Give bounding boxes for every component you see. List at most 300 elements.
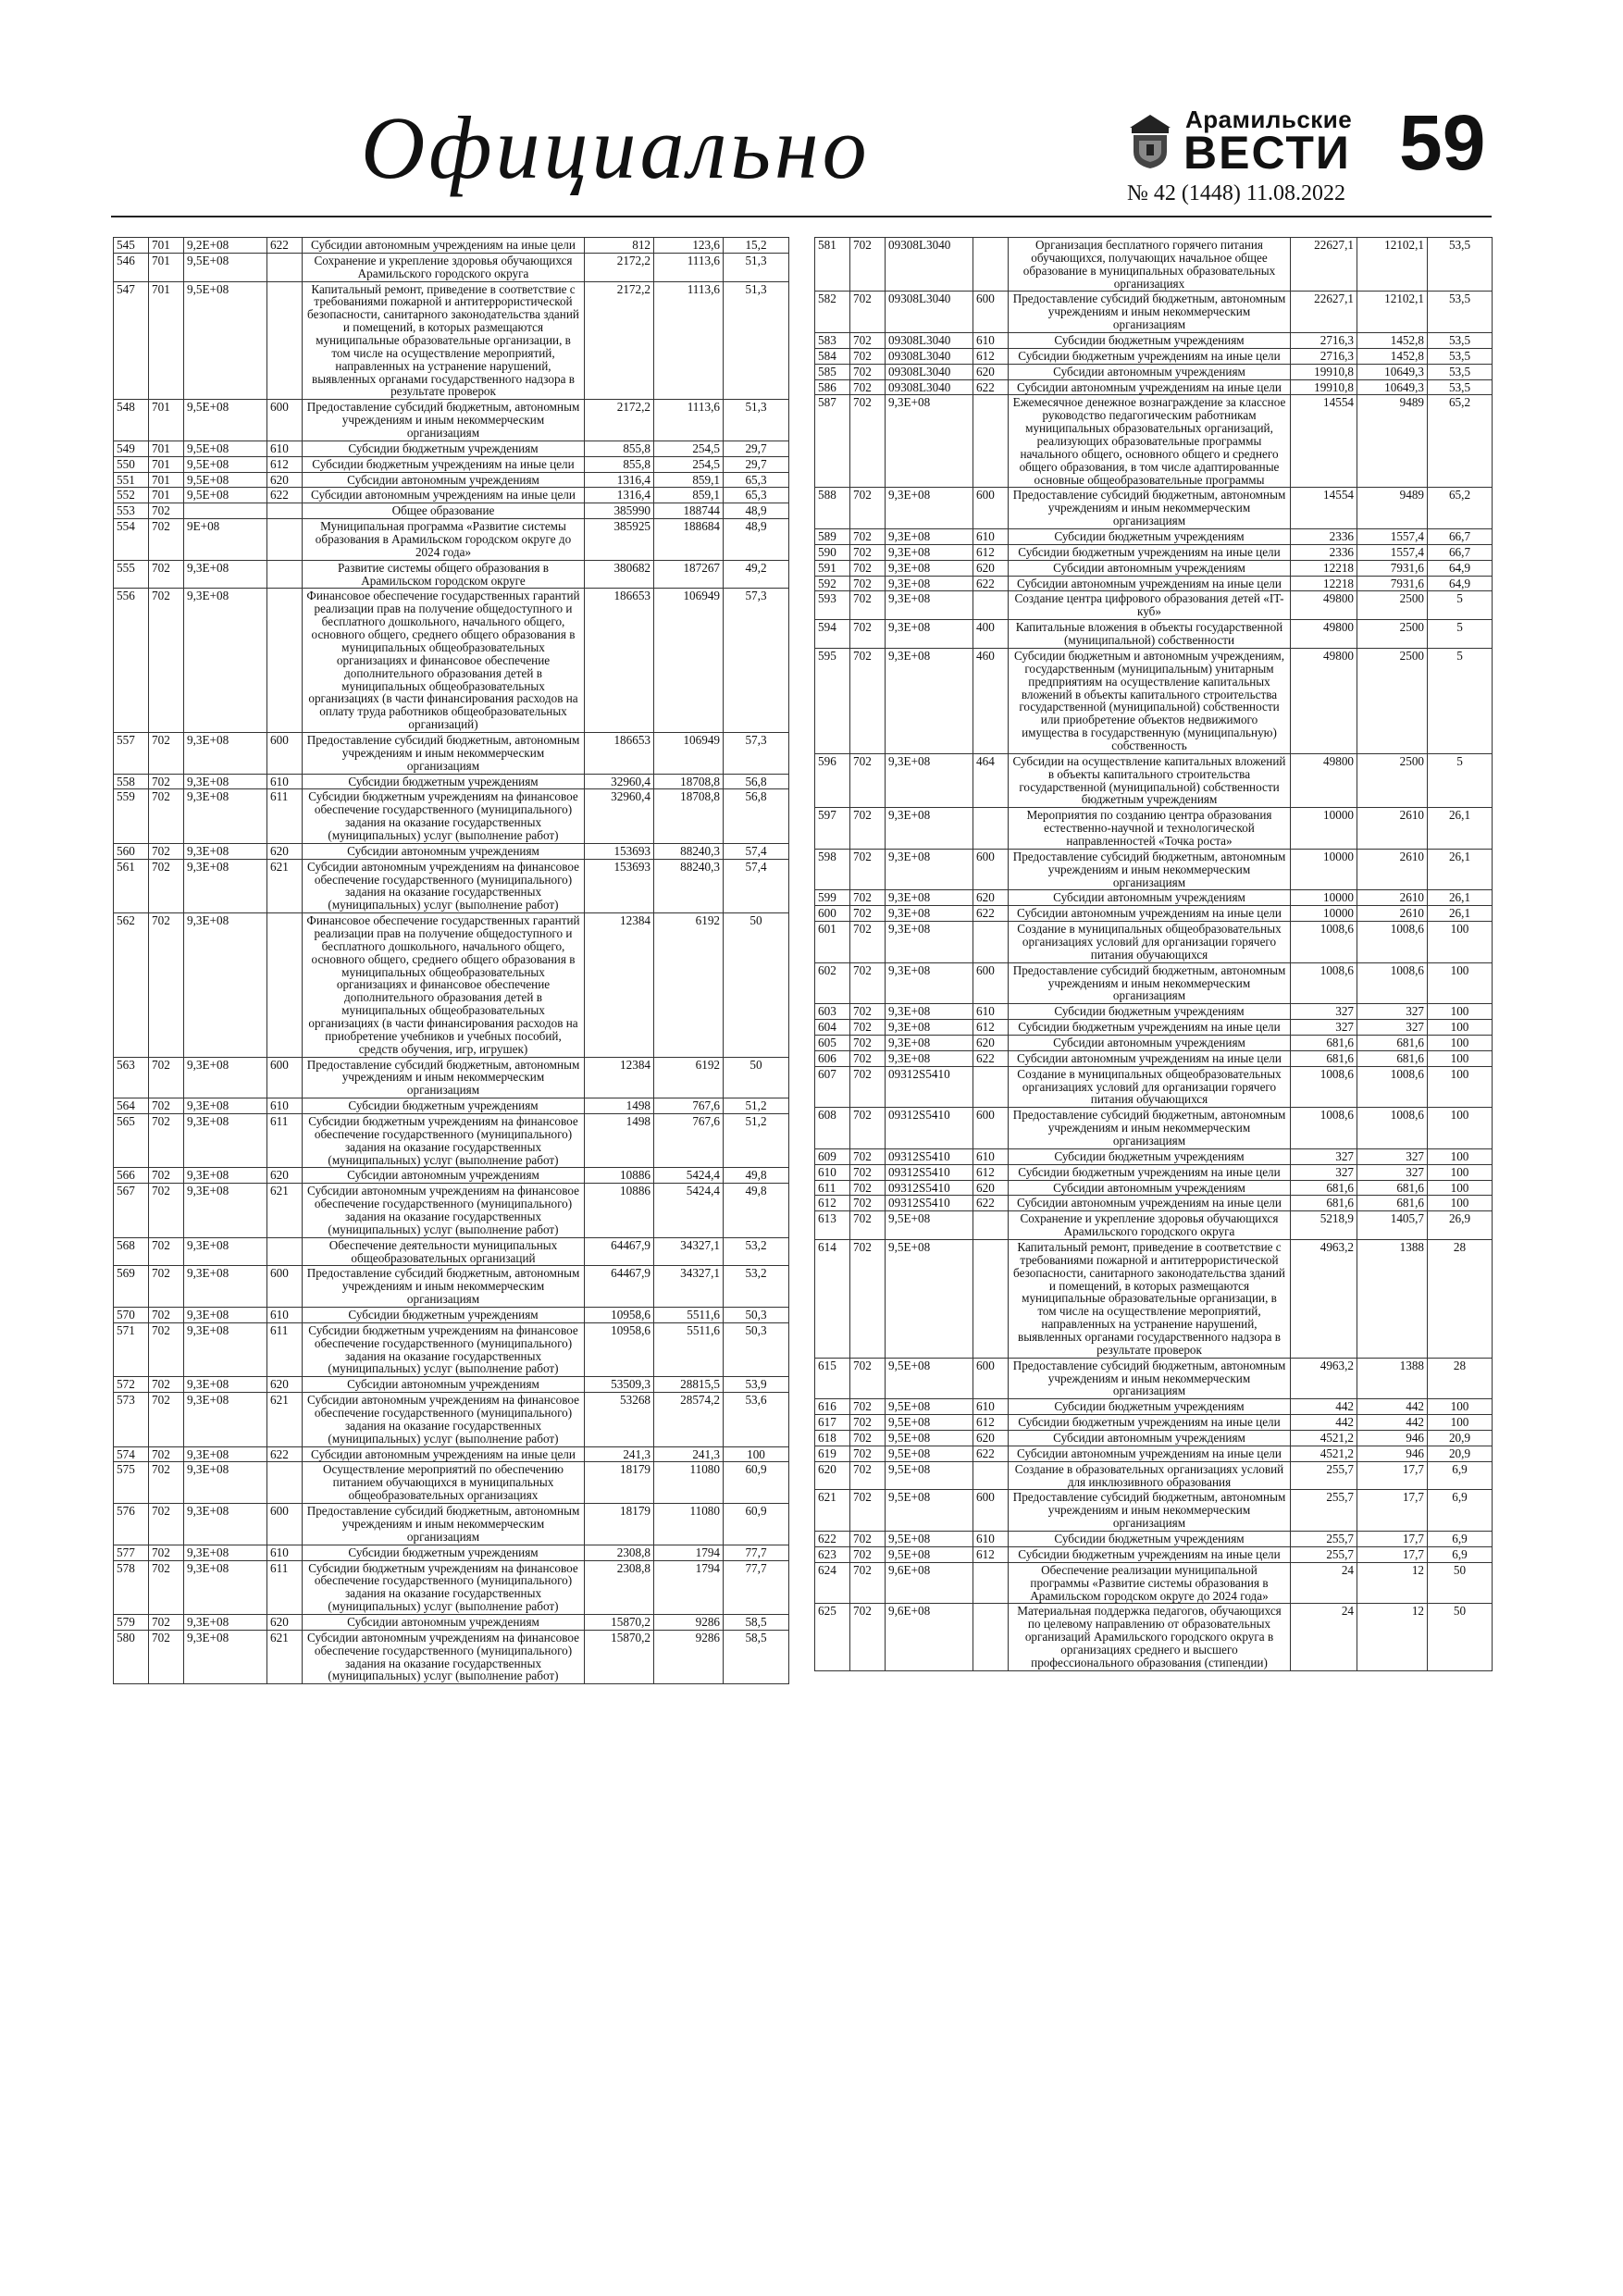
cell-target-code: 9,5E+08 <box>886 1532 973 1547</box>
issue-info: № 42 (1448) 11.08.2022 <box>1127 181 1345 205</box>
table-row <box>815 1546 1493 1562</box>
cell-expense-type: 622 <box>973 1446 1009 1461</box>
cell-actual-value: 12102,1 <box>1357 292 1428 333</box>
table-row <box>114 1237 789 1266</box>
cell-expense-type: 600 <box>973 1108 1009 1149</box>
cell-item-name: Субсидии автономным учреждениям на иные цели <box>303 238 585 254</box>
cell-section-code: 702 <box>850 1532 886 1547</box>
table-row <box>114 1098 789 1114</box>
cell-item-name: Предоставление субсидий бюджетным, автономным учреждениям и иным некоммерческим организациям <box>303 1504 585 1545</box>
cell-item-name: Субсидии автономным учреждениям на финансовое обеспечение государственного (муниципального) задания на оказание государственных (муниципальных) услуг (выполнение работ) <box>303 1630 585 1683</box>
cell-actual-value: 9489 <box>1357 395 1428 488</box>
cell-section-code: 702 <box>149 1545 184 1560</box>
cell-section-code: 702 <box>850 1415 886 1431</box>
cell-row-number: 579 <box>114 1614 149 1630</box>
cell-expense-type: 610 <box>973 529 1009 545</box>
cell-percent: 49,8 <box>724 1168 789 1184</box>
cell-target-code: 9,3E+08 <box>184 732 267 774</box>
cell-plan-value: 4963,2 <box>1291 1240 1357 1359</box>
cell-section-code: 702 <box>850 808 886 850</box>
cell-item-name: Капитальные вложения в объекты государственной (муниципальной) собственности <box>1009 620 1291 649</box>
cell-row-number: 601 <box>815 922 850 963</box>
cell-item-name: Субсидии бюджетным учреждениям <box>303 774 585 789</box>
cell-actual-value: 187267 <box>654 560 724 589</box>
cell-percent: 48,9 <box>724 503 789 519</box>
cell-row-number: 552 <box>114 488 149 503</box>
cell-actual-value: 106949 <box>654 589 724 732</box>
cell-row-number: 555 <box>114 560 149 589</box>
cell-target-code: 09312S5410 <box>886 1148 973 1164</box>
table-row <box>815 544 1493 560</box>
cell-actual-value: 1113,6 <box>654 400 724 441</box>
cell-section-code: 702 <box>850 648 886 753</box>
cell-target-code: 9,5E+08 <box>886 1546 973 1562</box>
cell-actual-value: 9489 <box>1357 488 1428 529</box>
cell-actual-value: 5511,6 <box>654 1322 724 1376</box>
cell-target-code: 9,3E+08 <box>886 1050 973 1066</box>
cell-percent: 65,3 <box>724 488 789 503</box>
cell-target-code: 9,3E+08 <box>184 1184 267 1237</box>
cell-actual-value: 254,5 <box>654 456 724 472</box>
cell-section-code: 702 <box>149 1322 184 1376</box>
cell-expense-type: 622 <box>973 1196 1009 1211</box>
cell-expense-type: 620 <box>267 472 303 488</box>
cell-plan-value: 10000 <box>1291 890 1357 906</box>
cell-expense-type <box>973 1066 1009 1108</box>
cell-plan-value: 2716,3 <box>1291 348 1357 364</box>
cell-row-number: 621 <box>815 1490 850 1532</box>
cell-actual-value: 442 <box>1357 1399 1428 1415</box>
cell-row-number: 602 <box>815 962 850 1004</box>
table-row <box>815 1446 1493 1461</box>
cell-section-code: 702 <box>850 1180 886 1196</box>
cell-actual-value: 2500 <box>1357 620 1428 649</box>
cell-actual-value: 1557,4 <box>1357 529 1428 545</box>
cell-actual-value: 1557,4 <box>1357 544 1428 560</box>
table-row <box>114 1614 789 1630</box>
cell-actual-value: 327 <box>1357 1004 1428 1020</box>
cell-percent: 57,4 <box>724 859 789 912</box>
cell-target-code: 9,3E+08 <box>886 395 973 488</box>
cell-target-code: 9,3E+08 <box>886 1020 973 1036</box>
cell-item-name: Муниципальная программа «Развитие системы образования в Арамильском городском округе до 2024 года» <box>303 519 585 561</box>
cell-row-number: 569 <box>114 1266 149 1308</box>
cell-plan-value: 19910,8 <box>1291 364 1357 379</box>
table-row <box>114 1446 789 1462</box>
cell-item-name: Предоставление субсидий бюджетным, автономным учреждениям и иным некоммерческим организациям <box>1009 1358 1291 1399</box>
cell-expense-type: 610 <box>267 1308 303 1323</box>
cell-percent: 77,7 <box>724 1545 789 1560</box>
cell-actual-value: 1113,6 <box>654 281 724 400</box>
cell-actual-value: 1794 <box>654 1560 724 1614</box>
cell-percent: 53,5 <box>1428 238 1493 292</box>
cell-plan-value: 10958,6 <box>585 1308 654 1323</box>
cell-section-code: 702 <box>850 364 886 379</box>
table-row <box>815 1490 1493 1532</box>
cell-percent: 53,9 <box>724 1377 789 1393</box>
cell-target-code: 9,5E+08 <box>184 472 267 488</box>
cell-plan-value: 10000 <box>1291 906 1357 922</box>
cell-item-name: Субсидии автономным учреждениям на иные цели <box>1009 1050 1291 1066</box>
cell-section-code: 702 <box>149 1614 184 1630</box>
cell-percent: 50 <box>1428 1562 1493 1604</box>
cell-target-code: 9,6E+08 <box>886 1562 973 1604</box>
cell-target-code: 9,3E+08 <box>886 529 973 545</box>
cell-item-name: Капитальный ремонт, приведение в соответствие с требованиями пожарной и антитеррористической безопасности, санитарного законодательства зданий и помещений, в которых размещаются муниципальные образовательные организации, в том числе на осуществление мероприятий, направленных на устранение нарушений, выявленных органами государственного надзора в результате проверок <box>303 281 585 400</box>
cell-percent: 20,9 <box>1428 1446 1493 1461</box>
cell-expense-type <box>973 922 1009 963</box>
cell-target-code: 9,3E+08 <box>184 774 267 789</box>
cell-row-number: 547 <box>114 281 149 400</box>
cell-row-number: 617 <box>815 1415 850 1431</box>
cell-expense-type: 621 <box>267 1630 303 1683</box>
cell-item-name: Субсидии автономным учреждениям <box>1009 890 1291 906</box>
table-row <box>114 913 789 1057</box>
cell-expense-type: 622 <box>267 1446 303 1462</box>
cell-row-number: 560 <box>114 843 149 859</box>
cell-section-code: 702 <box>850 348 886 364</box>
cell-percent: 64,9 <box>1428 576 1493 591</box>
cell-actual-value: 1113,6 <box>654 253 724 281</box>
cell-percent: 57,4 <box>724 843 789 859</box>
cell-plan-value: 12384 <box>585 1057 654 1098</box>
cell-percent: 51,3 <box>724 281 789 400</box>
cell-expense-type: 600 <box>973 849 1009 890</box>
cell-item-name: Создание в муниципальных общеобразовательных организациях условий для организации горячего питания обучающихся <box>1009 922 1291 963</box>
cell-section-code: 702 <box>850 395 886 488</box>
cell-target-code: 9,3E+08 <box>184 1057 267 1098</box>
cell-expense-type: 600 <box>267 1266 303 1308</box>
cell-row-number: 580 <box>114 1630 149 1683</box>
cell-expense-type <box>973 1604 1009 1670</box>
cell-row-number: 622 <box>815 1532 850 1547</box>
cell-target-code: 9,6E+08 <box>886 1604 973 1670</box>
cell-item-name: Финансовое обеспечение государственных гарантий реализации прав на получение общедоступного и бесплатного дошкольного, начального общего, основного общего, среднего общего образования в муниципальных общеобразовательных организациях и финансовое обеспечение дополнительного образования детей в муниципальных общеобразовательных организациях (в части финансирования расходов на приобретение учебников и учебных пособий, средств обучения, игр, игрушек) <box>303 913 585 1057</box>
table-row <box>114 503 789 519</box>
cell-percent: 51,2 <box>724 1098 789 1114</box>
cell-actual-value: 681,6 <box>1357 1050 1428 1066</box>
budget-table-left <box>113 237 789 1684</box>
cell-percent: 53,2 <box>724 1266 789 1308</box>
cell-item-name: Обеспечение деятельности муниципальных общеобразовательных организаций <box>303 1237 585 1266</box>
cell-section-code: 702 <box>149 1504 184 1545</box>
table-row <box>114 1322 789 1376</box>
table-row <box>815 1562 1493 1604</box>
cell-plan-value: 442 <box>1291 1415 1357 1431</box>
cell-row-number: 625 <box>815 1604 850 1670</box>
cell-actual-value: 1452,8 <box>1357 348 1428 364</box>
cell-actual-value: 9286 <box>654 1614 724 1630</box>
cell-section-code: 702 <box>149 1462 184 1504</box>
cell-actual-value: 11080 <box>654 1504 724 1545</box>
cell-row-number: 620 <box>815 1461 850 1490</box>
cell-row-number: 591 <box>815 560 850 576</box>
table-row <box>114 488 789 503</box>
table-row <box>114 1462 789 1504</box>
cell-expense-type: 611 <box>267 1114 303 1168</box>
cell-section-code: 702 <box>149 774 184 789</box>
cell-row-number: 599 <box>815 890 850 906</box>
cell-row-number: 570 <box>114 1308 149 1323</box>
table-row <box>114 281 789 400</box>
cell-target-code: 9,5E+08 <box>886 1490 973 1532</box>
cell-row-number: 614 <box>815 1240 850 1359</box>
cell-target-code: 9,5E+08 <box>184 488 267 503</box>
cell-expense-type: 612 <box>973 1415 1009 1431</box>
cell-percent: 6,9 <box>1428 1546 1493 1562</box>
cell-target-code: 9,3E+08 <box>886 488 973 529</box>
cell-section-code: 701 <box>149 281 184 400</box>
cell-actual-value: 6192 <box>654 913 724 1057</box>
cell-percent: 49,8 <box>724 1184 789 1237</box>
table-row <box>815 591 1493 620</box>
cell-actual-value: 327 <box>1357 1164 1428 1180</box>
cell-row-number: 557 <box>114 732 149 774</box>
table-row <box>815 1532 1493 1547</box>
cell-plan-value: 18179 <box>585 1504 654 1545</box>
cell-actual-value: 12102,1 <box>1357 238 1428 292</box>
cell-percent: 49,2 <box>724 560 789 589</box>
cell-expense-type: 610 <box>267 1545 303 1560</box>
cell-row-number: 600 <box>815 906 850 922</box>
cell-percent: 6,9 <box>1428 1490 1493 1532</box>
cell-percent: 77,7 <box>724 1560 789 1614</box>
cell-plan-value: 10000 <box>1291 808 1357 850</box>
cell-target-code: 9,5E+08 <box>886 1211 973 1240</box>
cell-section-code: 702 <box>850 238 886 292</box>
cell-actual-value: 1405,7 <box>1357 1211 1428 1240</box>
cell-actual-value: 681,6 <box>1357 1196 1428 1211</box>
cell-section-code: 702 <box>850 1164 886 1180</box>
cell-plan-value: 64467,9 <box>585 1237 654 1266</box>
table-row <box>815 238 1493 292</box>
cell-target-code: 9,5E+08 <box>184 441 267 456</box>
cell-percent: 100 <box>724 1446 789 1462</box>
cell-item-name: Субсидии бюджетным учреждениям <box>303 1545 585 1560</box>
cell-plan-value: 1008,6 <box>1291 1108 1357 1149</box>
cell-item-name: Субсидии бюджетным учреждениям <box>1009 1148 1291 1164</box>
cell-row-number: 553 <box>114 503 149 519</box>
cell-section-code: 702 <box>850 962 886 1004</box>
cell-expense-type <box>267 503 303 519</box>
cell-expense-type: 400 <box>973 620 1009 649</box>
cell-actual-value: 7931,6 <box>1357 560 1428 576</box>
cell-item-name: Предоставление субсидий бюджетным, автономным учреждениям и иным некоммерческим организациям <box>303 1057 585 1098</box>
cell-item-name: Предоставление субсидий бюджетным, автономным учреждениям и иным некоммерческим организациям <box>1009 962 1291 1004</box>
cell-section-code: 702 <box>850 488 886 529</box>
cell-expense-type: 600 <box>973 1490 1009 1532</box>
cell-actual-value: 34327,1 <box>654 1237 724 1266</box>
cell-plan-value: 327 <box>1291 1148 1357 1164</box>
cell-actual-value: 859,1 <box>654 488 724 503</box>
cell-row-number: 623 <box>815 1546 850 1562</box>
cell-plan-value: 681,6 <box>1291 1050 1357 1066</box>
cell-percent: 100 <box>1428 1399 1493 1415</box>
cell-section-code: 702 <box>850 1004 886 1020</box>
cell-target-code: 9E+08 <box>184 519 267 561</box>
cell-row-number: 607 <box>815 1066 850 1108</box>
cell-target-code: 9,3E+08 <box>886 544 973 560</box>
cell-item-name: Субсидии автономным учреждениям <box>303 1614 585 1630</box>
cell-expense-type <box>973 395 1009 488</box>
cell-section-code: 702 <box>149 1377 184 1393</box>
table-row <box>815 1604 1493 1670</box>
cell-section-code: 702 <box>850 1446 886 1461</box>
cell-plan-value: 49800 <box>1291 620 1357 649</box>
table-row <box>114 1114 789 1168</box>
cell-section-code: 701 <box>149 238 184 254</box>
cell-percent: 5 <box>1428 753 1493 807</box>
cell-row-number: 585 <box>815 364 850 379</box>
cell-row-number: 603 <box>815 1004 850 1020</box>
cell-item-name: Субсидии бюджетным учреждениям на иные цели <box>1009 1546 1291 1562</box>
table-row <box>114 789 789 843</box>
cell-section-code: 702 <box>850 576 886 591</box>
coat-of-arms-icon <box>1124 111 1176 170</box>
cell-row-number: 592 <box>815 576 850 591</box>
cell-section-code: 702 <box>850 1562 886 1604</box>
cell-section-code: 702 <box>149 1446 184 1462</box>
cell-actual-value: 9286 <box>654 1630 724 1683</box>
cell-target-code: 9,3E+08 <box>184 1266 267 1308</box>
cell-section-code: 702 <box>149 1114 184 1168</box>
cell-plan-value: 153693 <box>585 859 654 912</box>
cell-actual-value: 28574,2 <box>654 1393 724 1446</box>
cell-expense-type: 610 <box>267 774 303 789</box>
cell-plan-value: 1316,4 <box>585 472 654 488</box>
cell-percent: 20,9 <box>1428 1431 1493 1446</box>
cell-row-number: 559 <box>114 789 149 843</box>
cell-target-code: 9,3E+08 <box>886 922 973 963</box>
cell-plan-value: 327 <box>1291 1004 1357 1020</box>
cell-row-number: 583 <box>815 333 850 349</box>
cell-plan-value: 10886 <box>585 1184 654 1237</box>
cell-expense-type: 620 <box>267 1377 303 1393</box>
cell-plan-value: 855,8 <box>585 441 654 456</box>
cell-row-number: 612 <box>815 1196 850 1211</box>
cell-section-code: 702 <box>850 890 886 906</box>
cell-item-name: Создание в образовательных организациях условий для инклюзивного образования <box>1009 1461 1291 1490</box>
cell-row-number: 588 <box>815 488 850 529</box>
cell-row-number: 615 <box>815 1358 850 1399</box>
cell-expense-type: 622 <box>973 906 1009 922</box>
cell-percent: 5 <box>1428 648 1493 753</box>
cell-item-name: Субсидии бюджетным учреждениям <box>1009 333 1291 349</box>
cell-section-code: 702 <box>149 1168 184 1184</box>
cell-expense-type: 610 <box>973 333 1009 349</box>
cell-item-name: Субсидии бюджетным и автономным учреждениям, государственным (муниципальным) унитарным предприятиям на осуществление капитальных вложений в объекты капитального строительства государственной (муниципальной) собственности или приобретение объектов недвижимого имущества в государственную (муниципальную) собственность <box>1009 648 1291 753</box>
cell-expense-type: 610 <box>267 1098 303 1114</box>
cell-percent: 26,1 <box>1428 849 1493 890</box>
cell-target-code: 9,3E+08 <box>184 1462 267 1504</box>
cell-plan-value: 2172,2 <box>585 281 654 400</box>
cell-actual-value: 1388 <box>1357 1240 1428 1359</box>
cell-expense-type: 622 <box>267 238 303 254</box>
cell-expense-type: 610 <box>973 1532 1009 1547</box>
cell-percent: 100 <box>1428 1415 1493 1431</box>
cell-plan-value: 255,7 <box>1291 1461 1357 1490</box>
cell-section-code: 702 <box>149 859 184 912</box>
cell-plan-value: 24 <box>1291 1562 1357 1604</box>
cell-actual-value: 1388 <box>1357 1358 1428 1399</box>
cell-actual-value: 254,5 <box>654 441 724 456</box>
table-row <box>815 922 1493 963</box>
cell-item-name: Субсидии автономным учреждениям <box>1009 1035 1291 1050</box>
cell-item-name: Предоставление субсидий бюджетным, автономным учреждениям и иным некоммерческим организациям <box>303 400 585 441</box>
table-row <box>114 1168 789 1184</box>
cell-section-code: 702 <box>850 620 886 649</box>
cell-percent: 66,7 <box>1428 544 1493 560</box>
cell-target-code: 9,3E+08 <box>184 1614 267 1630</box>
cell-section-code: 702 <box>149 1308 184 1323</box>
cell-section-code: 701 <box>149 472 184 488</box>
cell-plan-value: 1008,6 <box>1291 962 1357 1004</box>
cell-target-code: 9,5E+08 <box>184 456 267 472</box>
cell-expense-type <box>973 1562 1009 1604</box>
cell-plan-value: 1008,6 <box>1291 1066 1357 1108</box>
cell-percent: 28 <box>1428 1358 1493 1399</box>
cell-row-number: 619 <box>815 1446 850 1461</box>
cell-section-code: 702 <box>850 1196 886 1211</box>
cell-actual-value: 17,7 <box>1357 1490 1428 1532</box>
table-row <box>815 1148 1493 1164</box>
cell-item-name: Субсидии бюджетным учреждениям <box>1009 529 1291 545</box>
table-row <box>114 456 789 472</box>
cell-expense-type <box>267 913 303 1057</box>
cell-plan-value: 4521,2 <box>1291 1446 1357 1461</box>
cell-plan-value: 49800 <box>1291 591 1357 620</box>
cell-expense-type: 622 <box>973 576 1009 591</box>
cell-section-code: 702 <box>149 519 184 561</box>
cell-expense-type <box>973 1461 1009 1490</box>
cell-plan-value: 327 <box>1291 1164 1357 1180</box>
cell-percent: 50 <box>724 913 789 1057</box>
cell-item-name: Субсидии автономным учреждениям <box>303 1377 585 1393</box>
cell-target-code: 9,3E+08 <box>886 849 973 890</box>
cell-actual-value: 7931,6 <box>1357 576 1428 591</box>
cell-plan-value: 1008,6 <box>1291 922 1357 963</box>
cell-row-number: 548 <box>114 400 149 441</box>
cell-actual-value: 17,7 <box>1357 1532 1428 1547</box>
cell-target-code: 9,3E+08 <box>184 1377 267 1393</box>
cell-plan-value: 14554 <box>1291 395 1357 488</box>
cell-row-number: 549 <box>114 441 149 456</box>
cell-plan-value: 2716,3 <box>1291 333 1357 349</box>
cell-actual-value: 5424,4 <box>654 1168 724 1184</box>
cell-plan-value: 186653 <box>585 732 654 774</box>
table-row <box>815 808 1493 850</box>
table-row <box>114 1630 789 1683</box>
cell-section-code: 702 <box>850 1490 886 1532</box>
cell-percent: 65,2 <box>1428 395 1493 488</box>
cell-section-code: 702 <box>850 292 886 333</box>
cell-item-name: Субсидии автономным учреждениям <box>1009 1180 1291 1196</box>
cell-actual-value: 767,6 <box>654 1098 724 1114</box>
cell-plan-value: 4521,2 <box>1291 1431 1357 1446</box>
cell-target-code: 9,3E+08 <box>886 576 973 591</box>
cell-item-name: Предоставление субсидий бюджетным, автономным учреждениям и иным некоммерческим организациям <box>303 1266 585 1308</box>
table-row <box>114 400 789 441</box>
cell-actual-value: 10649,3 <box>1357 364 1428 379</box>
cell-item-name: Субсидии автономным учреждениям <box>303 843 585 859</box>
cell-actual-value: 123,6 <box>654 238 724 254</box>
table-row <box>815 1164 1493 1180</box>
cell-plan-value: 53268 <box>585 1393 654 1446</box>
cell-row-number: 565 <box>114 1114 149 1168</box>
cell-expense-type <box>267 253 303 281</box>
cell-section-code: 702 <box>850 1240 886 1359</box>
cell-section-code: 702 <box>850 1461 886 1490</box>
